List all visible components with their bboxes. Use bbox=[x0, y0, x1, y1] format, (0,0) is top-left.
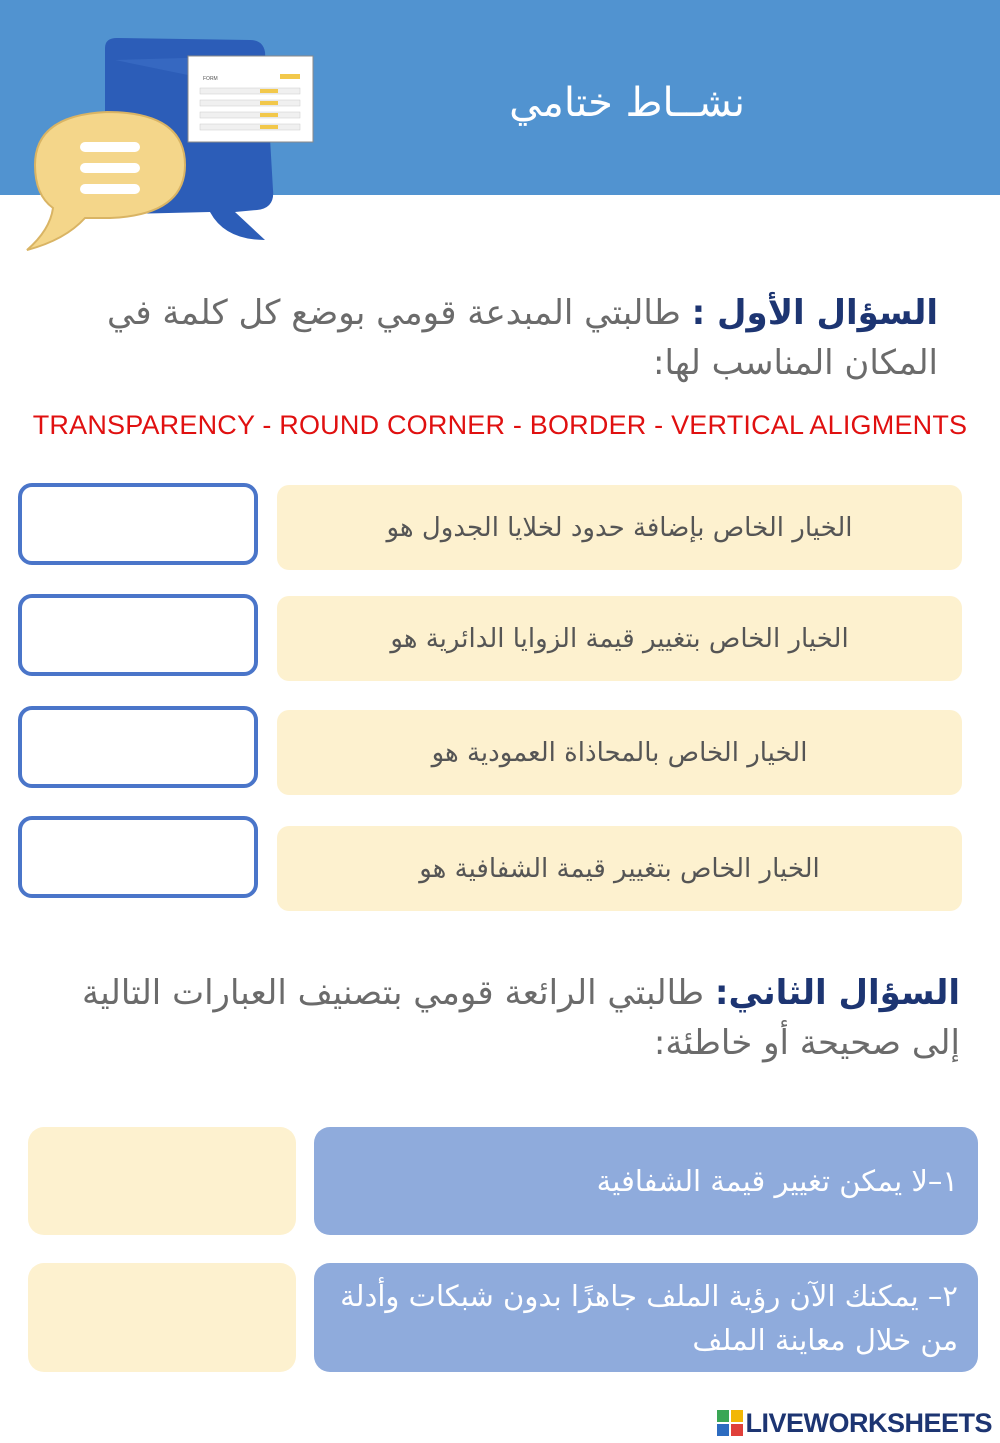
matching-answer-box-1[interactable] bbox=[18, 483, 258, 565]
true-false-statement-1: ١–لا يمكن تغيير قيمة الشفافية bbox=[314, 1127, 978, 1235]
form-row-marker bbox=[260, 101, 278, 105]
chat-form-illustration bbox=[25, 30, 325, 260]
matching-statement-4: الخيار الخاص بتغيير قيمة الشفافية هو bbox=[277, 826, 962, 911]
matching-answer-box-3[interactable] bbox=[18, 706, 258, 788]
matching-answer-box-2[interactable] bbox=[18, 594, 258, 676]
form-label: FORM bbox=[203, 76, 218, 82]
form-button bbox=[280, 74, 300, 79]
word-bank: TRANSPARENCY - ROUND CORNER - BORDER - VERTICAL ALIGMENTS bbox=[32, 410, 968, 440]
form-row bbox=[200, 124, 300, 130]
question-1-label: السؤال الأول : bbox=[691, 293, 938, 333]
form-row-marker bbox=[260, 125, 278, 129]
matching-answer-box-4[interactable] bbox=[18, 816, 258, 898]
question-2-text: طالبتي الرائعة قومي بتصنيف العبارات التالية إلى صحيحة أو خاطئة: bbox=[81, 973, 960, 1063]
form-row-marker bbox=[260, 113, 278, 117]
matching-statement-1: الخيار الخاص بإضافة حدود لخلايا الجدول هو bbox=[277, 485, 962, 570]
question-2-label: السؤال الثاني: bbox=[714, 973, 960, 1013]
question-1 bbox=[58, 288, 938, 388]
logo-grid-icon bbox=[717, 1410, 743, 1436]
question-1-text: طالبتي المبدعة قومي بوضع كل كلمة في المكان المناسب لها: bbox=[107, 293, 938, 383]
matching-statement-3: الخيار الخاص بالمحاذاة العمودية هو bbox=[277, 710, 962, 795]
true-false-answer-box-1[interactable] bbox=[28, 1127, 296, 1235]
liveworksheets-logo bbox=[717, 1405, 992, 1441]
bubble-line bbox=[80, 184, 140, 194]
form-row bbox=[200, 88, 300, 94]
question-2 bbox=[30, 968, 960, 1068]
logo-text: LIVEWORKSHEETS bbox=[745, 1407, 992, 1438]
true-false-answer-box-2[interactable] bbox=[28, 1263, 296, 1372]
form-row-marker bbox=[260, 89, 278, 93]
page-title: نشــاط ختامي bbox=[509, 80, 745, 126]
matching-statement-2: الخيار الخاص بتغيير قيمة الزوايا الدائرية هو bbox=[277, 596, 962, 681]
yellow-speech-bubble bbox=[27, 112, 185, 250]
bubble-line bbox=[80, 142, 140, 152]
form-row bbox=[200, 112, 300, 118]
true-false-statement-2: ٢– يمكنك الآن رؤية الملف جاهزًا بدون شبكات وأدلة من خلال معاينة الملف bbox=[314, 1263, 978, 1372]
form-row bbox=[200, 100, 300, 106]
bubble-line bbox=[80, 163, 140, 173]
